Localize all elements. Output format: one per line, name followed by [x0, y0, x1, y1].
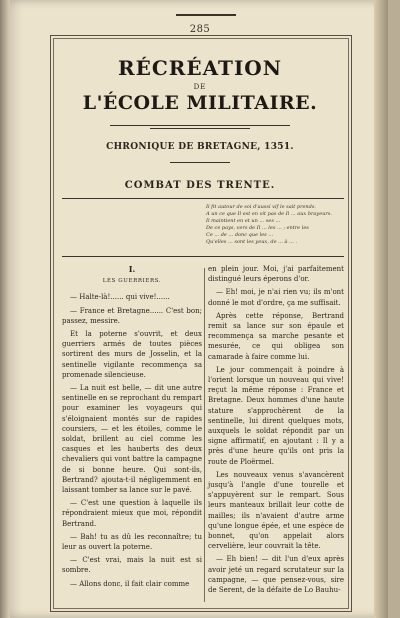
paragraph: — C'est vrai, mais la nuit est si sombre. — [62, 556, 202, 575]
epigraph — [206, 204, 344, 246]
page-right-shadow — [374, 0, 388, 618]
left-column — [62, 264, 202, 592]
epigraph-line: Ce ... de ... donc que les ... — [206, 232, 274, 238]
chapter-heading: LES GUERRIERS. — [102, 278, 162, 285]
right-column — [208, 264, 344, 598]
paragraph: — C'est une question à laquelle ils répondraient mieux que moi, répondit Bertrand. — [62, 499, 202, 528]
page-number: 285 — [189, 24, 211, 35]
paragraph: — La nuit est belle, — dit une autre sentinelle en se reprochant du rempart pour examiner les voyageurs qui s'éloignaient montés sur de rapides coursiers, — et les étoiles, comme le soldat, brillent au ciel comme les casques et les hauberts des deux chevaliers qui vont battre la campagne de si bonne heure. Qui sont-ils, Bertrand? ajouta-t-il négligemment en laissant tomber sa lance sur le pavé. — [62, 384, 202, 495]
page-title: RÉCRÉATION — [117, 56, 282, 80]
paragraph: — Bah! tu as dû les reconnaître; tu leur as ouvert la poterne. — [62, 532, 202, 552]
paragraph: Et la poterne s'ouvrit, et deux guerriers armés de toutes pièces sortirent des murs de Josselin, et la sentinelle vigilante recommença sa promenade silencieuse. — [62, 330, 202, 379]
epigraph-line: Il fit autour de soi d'aussi vif le sait prends. — [206, 204, 317, 210]
paragraph: — Halte-là!...... qui vive!...... — [70, 293, 170, 302]
title-connector: DE — [193, 83, 207, 91]
top-rule — [176, 14, 236, 16]
paragraph: Après cette réponse, Bertrand remit sa lance sur son épaule et recommença sa marche pesante et mesurée, ce qui obligea son camarade à faire comme lui. — [208, 311, 344, 361]
epigraph-line: Il maintient en et un ... ses ... — [206, 218, 281, 224]
column-divider — [204, 268, 205, 602]
paragraph: en plein jour. Moi, j'ai parfaitement distingué leurs éperons d'or. — [208, 265, 344, 284]
paragraph: Le jour commençait à poindre à l'orient lorsque un nouveau qui vive! reçut la même réponse : France et Bretagne. Deux hommes d'une haute stature s'approchèrent de la sentinelle, lui dirent quelques mots, auxquels le soldat répondit par un signe affirmatif, en ajoutant : Il y a près d'une heure qu'ils ont pris la route de Ploërmel. — [208, 365, 344, 466]
epigraph-line: Qu'elles ... sont les yeux, de ... à ... . — [206, 239, 298, 245]
paragraph: — Allons donc, il fait clair comme — [70, 579, 190, 588]
epigraph-line: A un ce que Il est en vit pas de Il ... aux brayeurs. — [206, 211, 332, 217]
title-rule — [110, 125, 290, 126]
chapter-number: I. — [128, 264, 136, 274]
page-subtitle: L'ÉCOLE MILITAIRE. — [82, 92, 318, 114]
paragraph: — Eh! moi, je n'ai rien vu; ils m'ont donné le mot d'ordre, ça me suffisait. — [208, 288, 344, 307]
chronicle-rule — [170, 162, 230, 163]
paragraph: Les nouveaux venus s'avancèrent jusqu'à l'angle d'une tourelle et s'appuyèrent sur le rempart. Sous leurs manteaux brillait leur cotte de mailles; ils n'avaient d'autre arme qu'une longue épée, et une espèce de bonnet, qu'on appelait alors cervelière, leur couvrait la tête. — [208, 470, 344, 551]
body-top-rule — [62, 256, 344, 257]
section-title: COMBAT DES TRENTE. — [124, 180, 276, 191]
paragraph: — Eh bien! — dit l'un d'eux après avoir jeté un regard scrutateur sur la campagne, — que pensez-vous, sire de Serent, de la défaite de Lo Bauhu- — [208, 555, 344, 595]
paragraph: — France et Bretagne...... C'est bon; passez, messire. — [62, 306, 202, 325]
title-rule-short — [150, 128, 250, 129]
section-rule — [62, 198, 344, 199]
epigraph-line: De ce pays, vers de Il ... les ... ; entre les — [206, 225, 309, 231]
chronicle-heading: CHRONIQUE DE BRETAGNE, 1351. — [106, 142, 294, 152]
